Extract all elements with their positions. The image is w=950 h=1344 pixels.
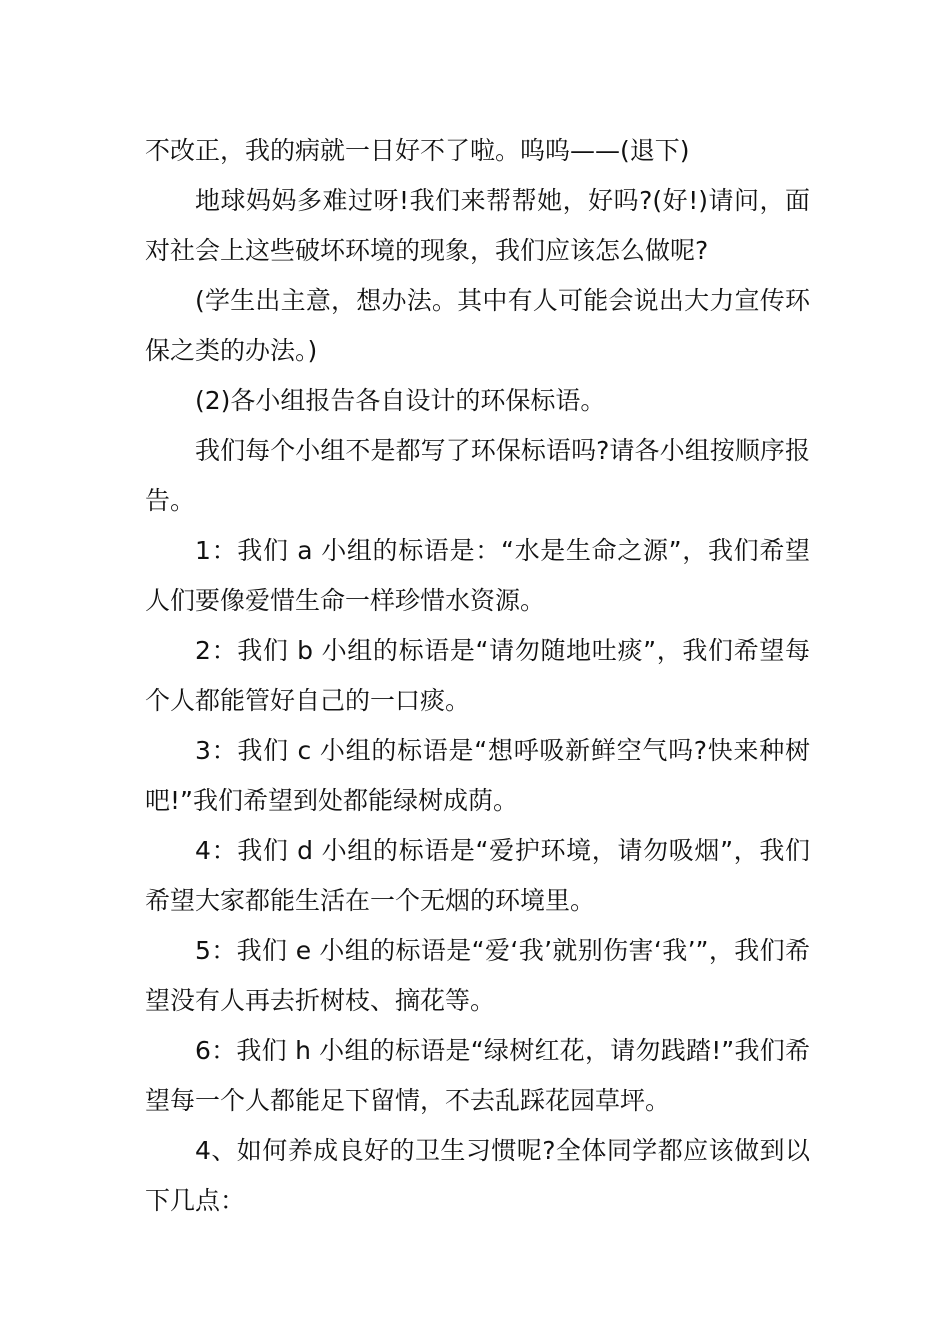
paragraph-6: 1：我们 a 小组的标语是：“水是生命之源”，我们希望人们要像爱惜生命一样珍惜水资源。 bbox=[145, 536, 810, 615]
paragraph-8: 3：我们 c 小组的标语是“想呼吸新鲜空气吗?快来种树吧!”我们希望到处都能绿树成荫。 bbox=[145, 736, 810, 815]
paragraph-7: 2：我们 b 小组的标语是“请勿随地吐痰”，我们希望每个人都能管好自己的一口痰。 bbox=[145, 636, 810, 715]
paragraph-11: 6：我们 h 小组的标语是“绿树红花，请勿践踏!”我们希望每一个人都能足下留情，不去乱踩花园草坪。 bbox=[145, 1036, 810, 1115]
paragraph-4: (2)各小组报告各自设计的环保标语。 bbox=[195, 386, 606, 415]
paragraph-12: 4、如何养成良好的卫生习惯呢?全体同学都应该做到以下几点： bbox=[145, 1136, 810, 1215]
paragraph-3: (学生出主意，想办法。其中有人可能会说出大力宣传环保之类的办法。) bbox=[145, 286, 810, 365]
paragraph-10: 5：我们 e 小组的标语是“爱‘我’就别伤害‘我’”，我们希望没有人再去折树枝、摘花等。 bbox=[145, 936, 810, 1015]
document-page bbox=[145, 126, 810, 1226]
paragraph-1: 不改正，我的病就一日好不了啦。呜呜——(退下) bbox=[145, 136, 690, 165]
paragraph-9: 4：我们 d 小组的标语是“爱护环境，请勿吸烟”，我们希望大家都能生活在一个无烟的环境里。 bbox=[145, 836, 810, 915]
paragraph-2: 地球妈妈多难过呀!我们来帮帮她，好吗?(好!)请问，面对社会上这些破坏环境的现象，我们应该怎么做呢? bbox=[145, 186, 810, 265]
paragraph-5: 我们每个小组不是都写了环保标语吗?请各小组按顺序报告。 bbox=[145, 436, 810, 515]
